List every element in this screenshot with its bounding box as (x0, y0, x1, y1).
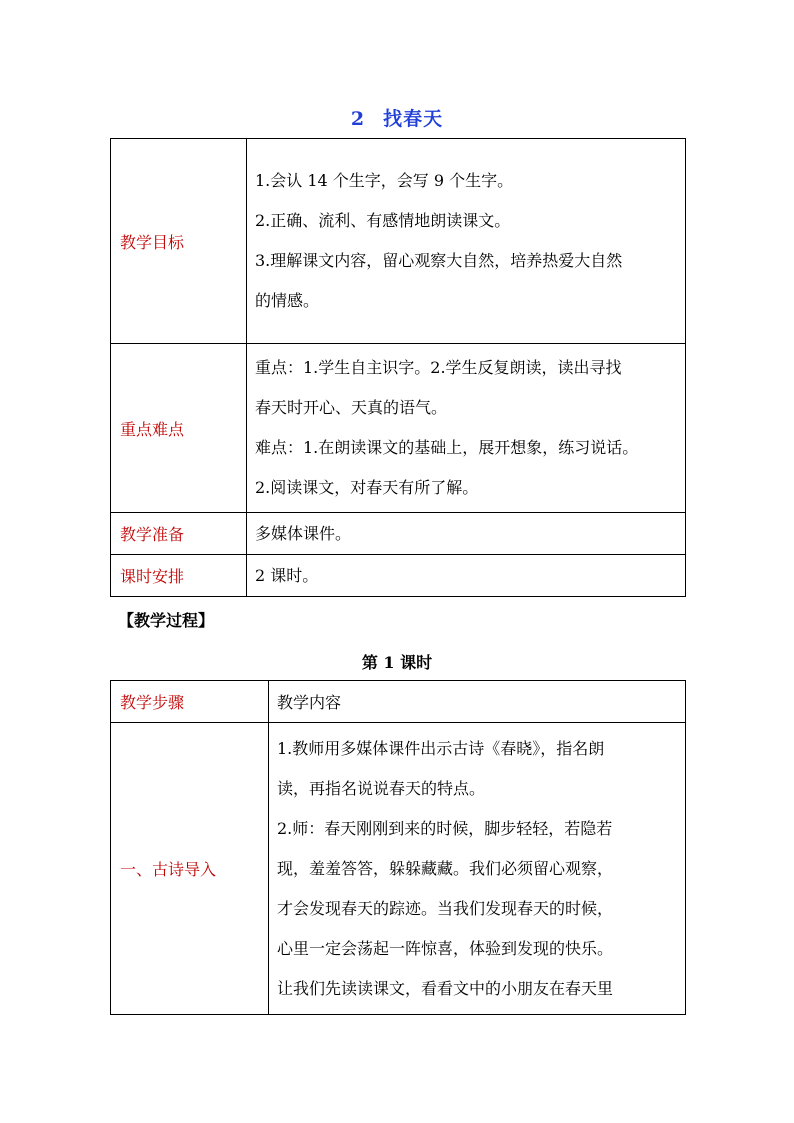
content-line: 1.教师用多媒体课件出示古诗《春晓》，指名朗 (277, 738, 605, 758)
content-line: 心里一定会荡起一阵惊喜，体验到发现的快乐。 (277, 938, 614, 958)
content-line: 2.师：春天刚刚到来的时候，脚步轻轻，若隐若 (277, 818, 613, 838)
header-content: 教学内容 (269, 681, 686, 723)
page-title (0, 104, 794, 131)
content-line: 现，羞羞答答，躲躲藏藏。我们必须留心观察， (277, 858, 614, 878)
content-line: 才会发现春天的踪迹。当我们发现春天的时候， (277, 898, 614, 918)
content-line: 3.理解课文内容，留心观察大自然，培养热爱大自然 (255, 251, 623, 270)
content-line: 的情感。 (255, 291, 320, 310)
content-line: 读，再指名说说春天的特点。 (277, 778, 486, 798)
table-header-row (111, 681, 686, 723)
overview-table (110, 138, 686, 597)
row-content (269, 723, 686, 1015)
content-line: 2 课时。 (255, 565, 319, 585)
row-label: 教学准备 (111, 513, 247, 555)
period-heading: 第 1 课时 (361, 653, 433, 672)
table-row (111, 555, 686, 597)
content-line: 2.正确、流利、有感情地朗读课文。 (255, 211, 511, 230)
table-row (111, 139, 686, 344)
process-table (110, 680, 686, 1015)
row-label: 课时安排 (111, 555, 247, 597)
lesson-title: 找春天 (383, 108, 444, 130)
table-row (111, 513, 686, 555)
row-label: 重点难点 (111, 344, 247, 513)
row-label: 一、古诗导入 (111, 723, 269, 1015)
row-content (247, 513, 686, 555)
section-heading: 【教学过程】 (118, 611, 215, 630)
header-step: 教学步骤 (111, 681, 269, 723)
row-content (247, 139, 686, 344)
content-line: 2.阅读课文，对春天有所了解。 (255, 478, 479, 497)
row-label: 教学目标 (111, 139, 247, 344)
content-line: 让我们先读读课文，看看文中的小朋友在春天里 (277, 978, 614, 998)
content-line: 重点：1.学生自主识字。2.学生反复朗读，读出寻找 (255, 358, 622, 377)
table-row (111, 344, 686, 513)
content-line: 1.会认 14 个生字，会写 9 个生字。 (255, 171, 514, 190)
content-line: 难点：1.在朗读课文的基础上，展开想象，练习说话。 (255, 438, 639, 457)
lesson-number: 2 (350, 108, 366, 130)
table-row (111, 723, 686, 1015)
content-line: 多媒体课件。 (255, 523, 352, 543)
row-content (247, 344, 686, 513)
content-line: 春天时开心、天真的语气。 (255, 398, 448, 417)
row-content (247, 555, 686, 597)
